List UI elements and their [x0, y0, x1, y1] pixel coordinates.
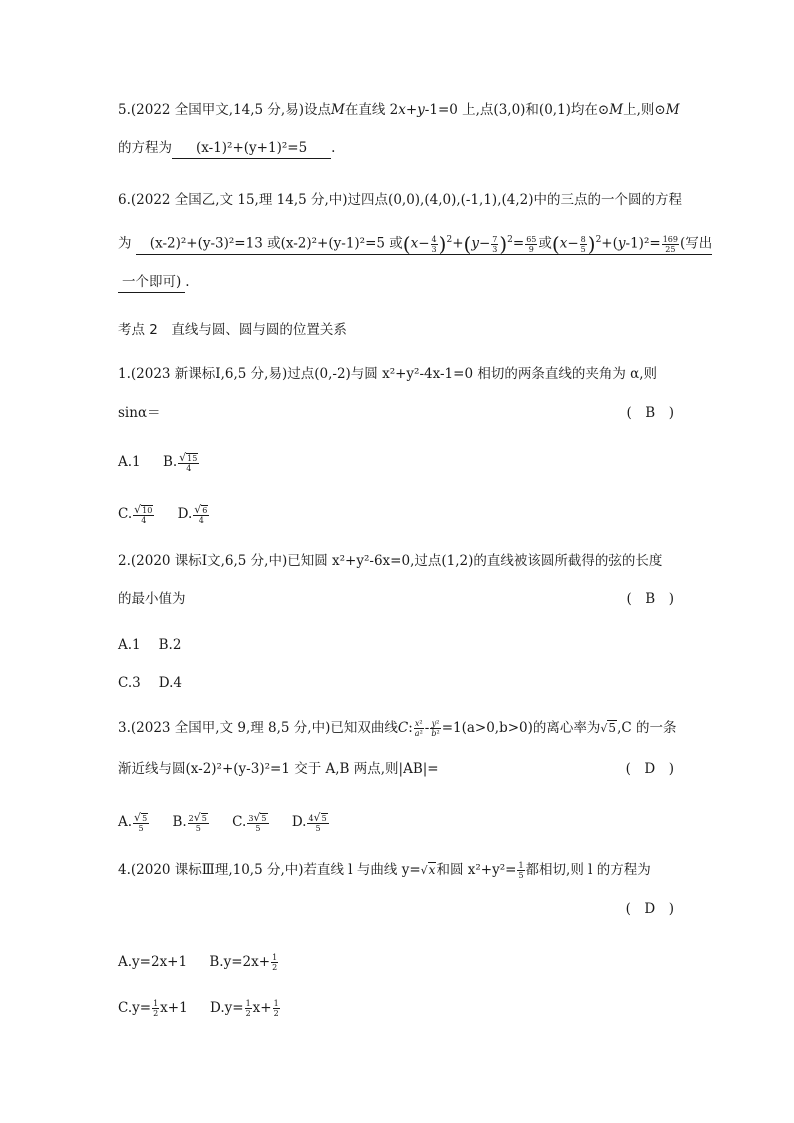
q5-line1: 5.(2022 全国甲文,14,5 分,易)设点M在直线 2x+y-1=0 上,点(3,0)和(0,1)均在⊙M上,则⊙M [118, 102, 680, 118]
q4-option-b: B.y=2x+ $\frac{1}{2}$ [209, 953, 278, 972]
q3-answer: ( D ) [625, 761, 674, 777]
q1-answer: ( B ) [626, 405, 674, 421]
q3-line2: 渐近线与圆(x-2)²+(y-3)²=1 交于 A,B 两点,则|AB|= [118, 761, 439, 777]
q1-option-c: C. $\frac{√10}{4}$ [118, 502, 153, 525]
q2-option-a: A.1 [118, 637, 141, 653]
q2-option-c: C.3 [118, 675, 141, 691]
q3-line1: 3.(2023 全国甲,文 9,理 8,5 分,中)已知双曲线C: $\frac{\text{x²}}{\text{a²}}$ - $\frac{\text{y²}}{\text{b²}}$ =1(a>0,b>0)的离心率为√5,C 的一条 [118, 719, 677, 738]
q3-option-b: B. $\frac{2√5}{5}$ [172, 810, 207, 833]
q4-answer: ( D ) [625, 901, 674, 917]
q2-line1: 2.(2020 课标Ⅰ文,6,5 分,中)已知圆 x²+y²-6x=0,过点(1,2)的直线被该圆所截得的弦的长度 [118, 553, 663, 569]
q4-option-c: C.y= $\frac{1}{2}$ x+1 [118, 999, 188, 1018]
q6-line3: 一个即可) . [118, 272, 190, 293]
q4-options-ab [118, 952, 279, 972]
q6-line1: 6.(2022 全国乙,文 15,理 14,5 分,中)过四点(0,0),(4,0),(-1,1),(4,2)中的三点的一个圆的方程 [118, 192, 682, 208]
section-title: 考点 2 直线与圆、圆与圆的位置关系 [118, 322, 347, 338]
q1-option-b: B. $\frac{√15}{4}$ [162, 450, 198, 473]
q1-line2: sinα＝ [118, 405, 161, 421]
q2-answer: ( B ) [626, 591, 674, 607]
q1-option-a: A.1 [118, 454, 141, 470]
q2-option-d: D.4 [158, 675, 182, 691]
q6-answer: (x-2)²+(y-3)²=13 或(x-2)²+(y-1)²=5 或(x− $\frac{4}{3}$ )$^2$+(y− $\frac{7}{3}$ )$^2$= $\frac{65}{9}$ 或(x− $\frac{8}{5}$ )$^2$+(y-1)²= $\frac{169}{25}$ (写出 [136, 230, 712, 255]
q2-line2: 的最小值为 [118, 591, 186, 607]
q2-option-b: B.2 [158, 637, 182, 653]
q3-option-d: D. $\frac{4√5}{5}$ [291, 810, 327, 833]
q6-line2: 为 (x-2)²+(y-3)²=13 或(x-2)²+(y-1)²=5 或(x− $\frac{4}{3}$ )$^2$+(y− $\frac{7}{3}$ )$^2$= $\frac{65}{9}$ 或(x− $\frac{8}{5}$ )$^2$+(y-1)²= $\frac{169}{25}$ (写出 [118, 232, 713, 256]
q4-option-d: D.y= $\frac{1}{2}$ x+ $\frac{1}{2}$ [209, 999, 279, 1018]
q5-line2: 的方程为 (x-1)²+(y+1)²=5 . [118, 138, 335, 159]
q3-options [118, 812, 330, 833]
q4-line1: 4.(2020 课标Ⅲ理,10,5 分,中)若直线 l 与曲线 y=√x和圆 x²+y²= $\frac{1}{5}$ 都相切,则 l 的方程为 [118, 861, 651, 880]
q4-options-cd [118, 998, 281, 1018]
q3-option-c: C. $\frac{3√5}{5}$ [232, 810, 267, 833]
q1-option-d: D. $\frac{√6}{4}$ [177, 502, 208, 525]
q1-line1: 1.(2023 新课标Ⅰ,6,5 分,易)过点(0,-2)与圆 x²+y²-4x-1=0 相切的两条直线的夹角为 α,则 [118, 366, 658, 382]
q3-option-a: A. $\frac{√5}{5}$ [118, 810, 148, 833]
q1-options-cd [118, 504, 210, 525]
q5-answer: (x-1)²+(y+1)²=5 [172, 138, 331, 159]
q2-options-cd [118, 673, 182, 693]
q4-option-a: A.y=2x+1 [118, 954, 188, 970]
q1-options-ab [118, 452, 200, 473]
q2-options-ab [118, 635, 181, 655]
